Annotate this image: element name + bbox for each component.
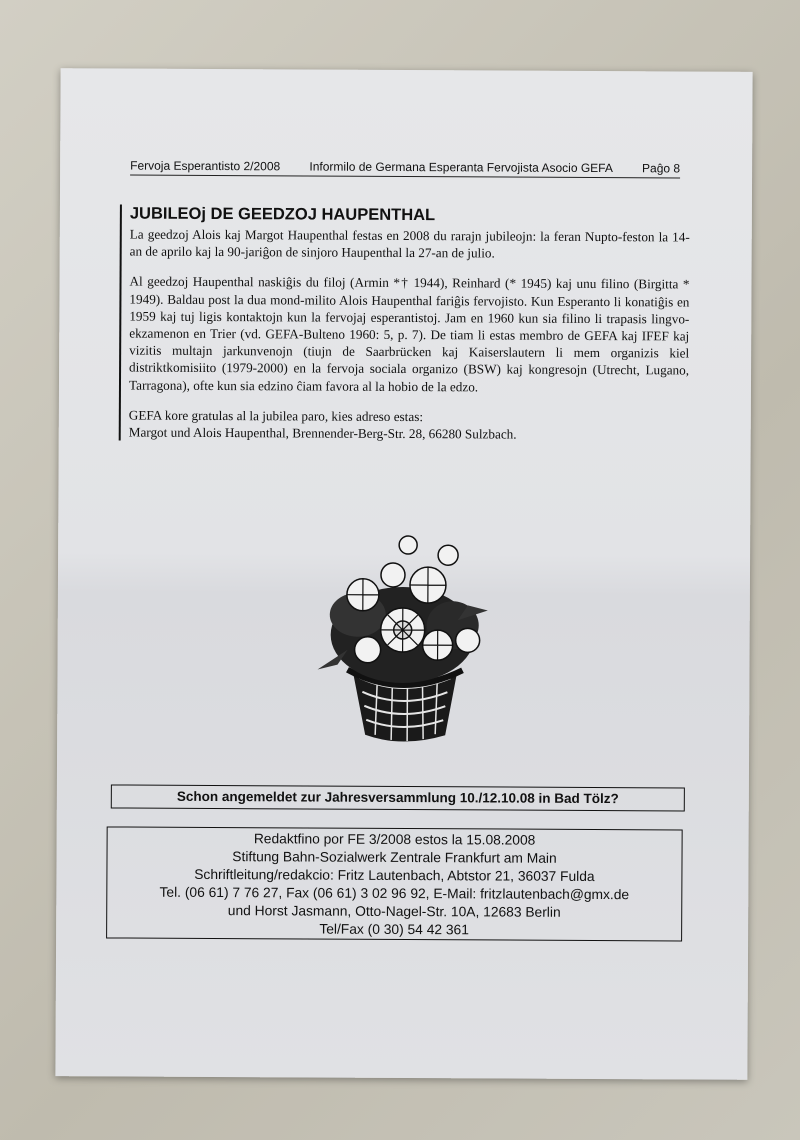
info-coeditor: und Horst Jasmann, Otto-Nagel-Str. 10A, 12683 Berlin: [227, 903, 561, 920]
publication-name: Fervoja Esperantisto 2/2008: [130, 158, 281, 174]
info-foundation: Stiftung Bahn-Sozialwerk Zentrale Frankfurt am Main: [232, 849, 557, 866]
jubilee-article: [119, 205, 690, 444]
article-title: JUBILEOj DE GEEDZOJ HAUPENTHAL: [129, 204, 436, 225]
info-telfax: Tel/Fax (0 30) 54 42 361: [319, 921, 469, 938]
article-greeting: [129, 406, 689, 443]
newsletter-page: [55, 68, 752, 1080]
article-paragraph-1: La geedzoj Alois kaj Margot Haupenthal festas en 2008 du rarajn jubileojn: la feran Nupto-feston la 14-an de aprilo kaj la 90-jariĝon de sinjoro Haupenthal la 27-an de julio.: [129, 226, 690, 261]
address-line: Margot und Alois Haupenthal, Brennender-Berg-Str. 28, 66280 Sulzbach.: [128, 424, 517, 442]
info-contact: Tel. (06 61) 7 76 27, Fax (06 61) 3 02 96 92, E-Mail: fritzlautenbach@gmx.de: [159, 884, 630, 903]
greeting-line: GEFA kore gratulas al la jubilea paro, kies adreso estas:: [128, 407, 424, 424]
article-paragraph-2: Al geedzoj Haupenthal naskiĝis du filoj (Armin *† 1944), Reinhard (* 1945) kaj unu filino (Birgitta * 1949). Baldau post la dua mond-milito Alois Haupenthal fariĝis fervojisto. Kun Esperanto li konatiĝis en 1959 kaj tuj ligis kontaktojn kun la fervojaj esperantistoj. Jam en 1960 kun sia filino li trapasis lingvo-ekzamenon en Trier (vd. GEFA-Bulteno 1960: 5, p. 7). De tiam li estas membro de GEFA kaj IFEF kaj vizitis multajn jarkunvenojn (tiujn de Saarbrücken kaj Kaiserslautern li mem organizis kiel distriktkomisiito (1979-2000) en la fervoja sociala organizo (BSW) kaj kongresojn (Utrecht, Lugano, Tarragona), ofte kun sia edzino ĉiam favora al la hobio de la edzo.: [128, 273, 690, 395]
info-editor: Schriftleitung/redakcio: Fritz Lautenbach, Abtstor 21, 36037 Fulda: [194, 866, 595, 885]
flower-basket-illustration: [307, 519, 498, 750]
publication-subtitle: Informilo de Germana Esperanta Fervojista Asocio GEFA: [309, 159, 613, 176]
meeting-reminder-banner: Schon angemeldet zur Jahresversammlung 10./12.10.08 in Bad Tölz?: [111, 784, 685, 811]
info-deadline: Redaktfino por FE 3/2008 estos la 15.08.2008: [253, 831, 536, 848]
editorial-info-box: [106, 826, 683, 941]
page-header: [130, 159, 680, 179]
page-number: Paĝo 8: [642, 161, 681, 176]
